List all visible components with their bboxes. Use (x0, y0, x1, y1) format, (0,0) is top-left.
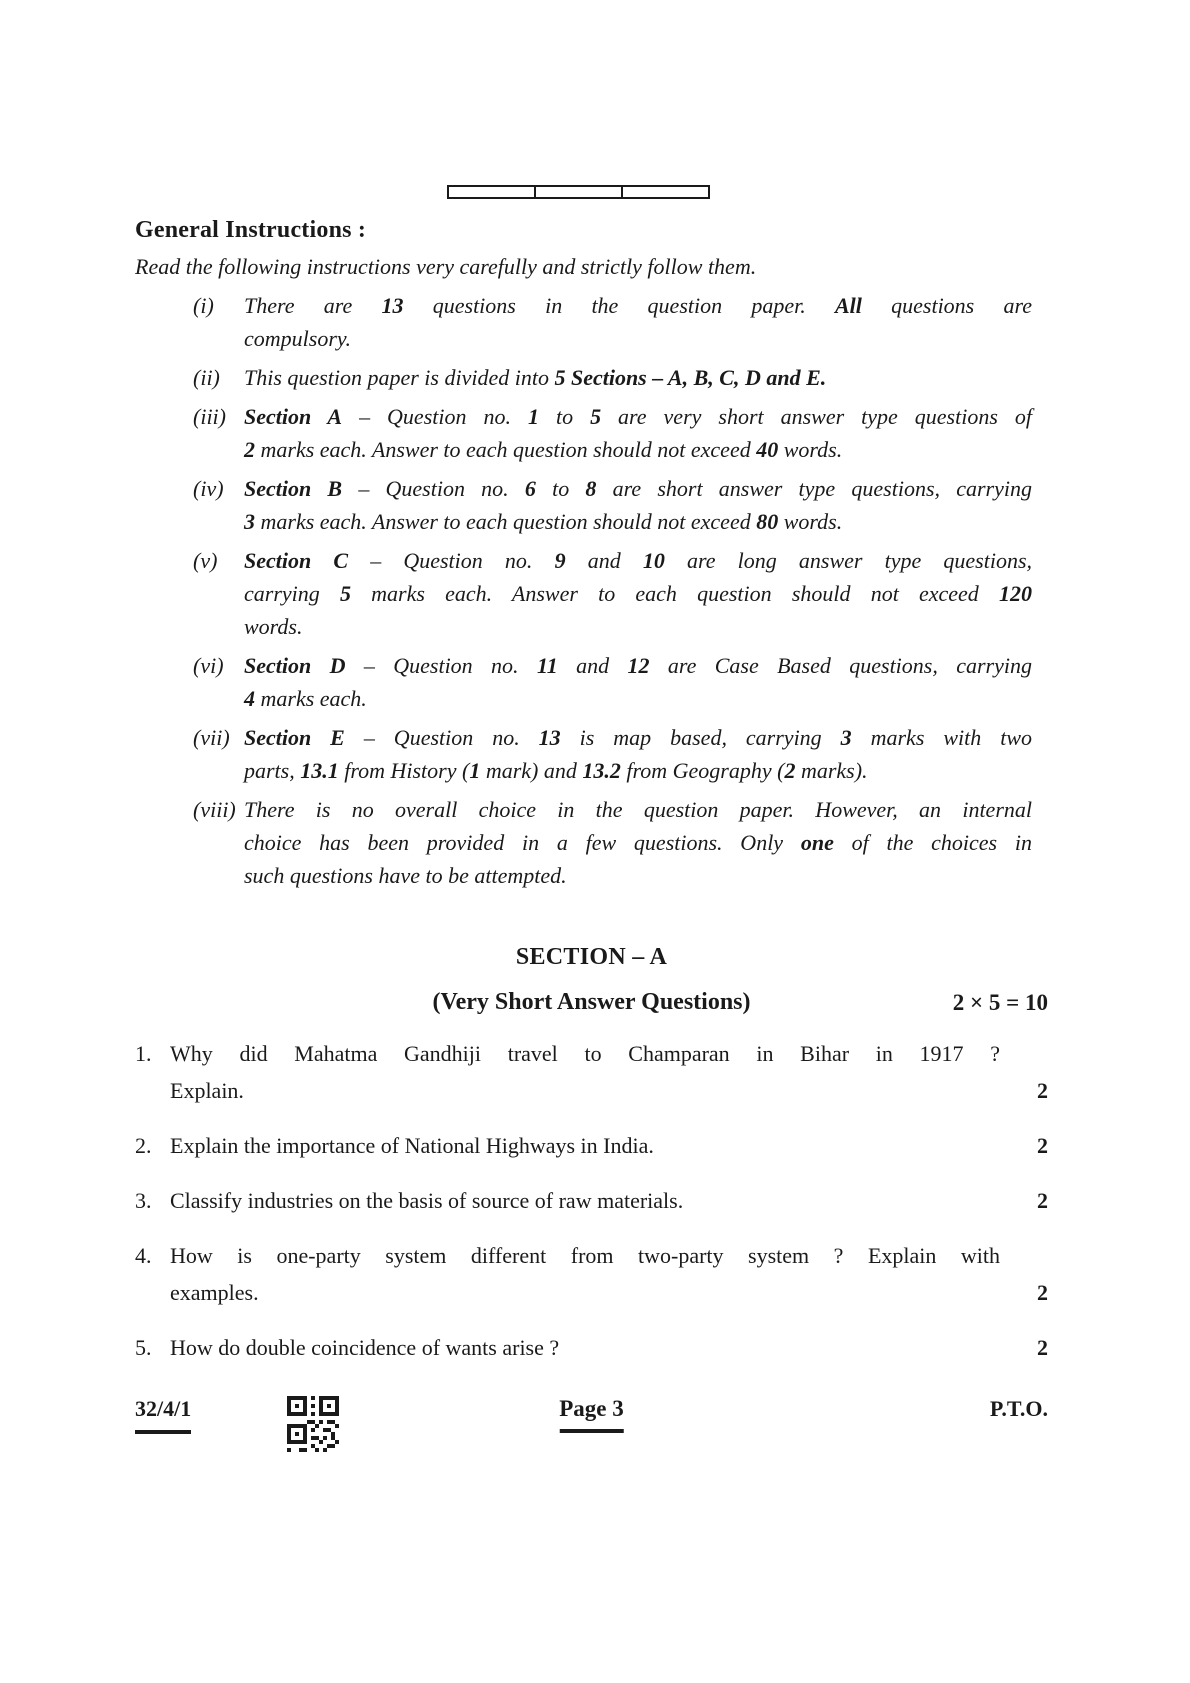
header-strip-cell (449, 187, 534, 197)
instruction-label: (iv) (193, 476, 224, 501)
instruction-text: Section B – Question no. 6 to 8 are short answer type questions, carrying 3 marks each. Answer to each question should not exceed 80 words. (244, 476, 1032, 534)
section-a-subtitle: (Very Short Answer Questions) (432, 989, 751, 1015)
instruction-label: (vii) (193, 725, 230, 750)
instruction-text: Section E – Question no. 13 is map based, carrying 3 marks with two parts, 13.1 from History (1 mark) and 13.2 from Geography (2 marks). (244, 725, 1032, 783)
question-text: How is one-party system different from two-party system ? Explain with examples. (170, 1243, 1000, 1305)
general-instructions-title: General Instructions : (135, 217, 367, 243)
instruction-label: (i) (193, 293, 214, 318)
question-row (135, 1127, 1048, 1164)
paper-code: 32/4/1 (135, 1396, 191, 1434)
instruction-item (193, 721, 1048, 787)
header-strip (447, 185, 710, 199)
section-a (135, 942, 1048, 1366)
question-list (135, 1035, 1048, 1366)
header-strip-cell (534, 187, 621, 197)
instruction-item (193, 649, 1048, 715)
question-number: 4. (135, 1243, 152, 1268)
qr-code-icon (287, 1396, 339, 1452)
general-instructions-intro: Read the following instructions very carefully and strictly follow them. (135, 254, 757, 279)
instruction-label: (ii) (193, 365, 220, 390)
question-row (135, 1329, 1048, 1366)
instruction-text: There are 13 questions in the question paper. All questions are compulsory. (244, 293, 1032, 351)
section-a-title: SECTION – A (515, 944, 668, 970)
instruction-text: There is no overall choice in the question paper. However, an internal choice has been provided in a few questions. Only one of the choices in such questions have to be attempted. (244, 797, 1032, 888)
pto-label: P.T.O. (989, 1396, 1048, 1421)
question-number: 3. (135, 1188, 152, 1213)
question-marks: 2 (1037, 1078, 1048, 1103)
instruction-text: Section D – Question no. 11 and 12 are Case Based questions, carrying 4 marks each. (244, 653, 1032, 711)
section-a-marks-total: 2 × 5 = 10 (952, 990, 1048, 1015)
question-text: Explain the importance of National Highways in India. (170, 1133, 654, 1158)
header-strip-cell (621, 187, 708, 197)
page-footer (135, 1396, 1048, 1476)
question-row (135, 1182, 1048, 1219)
instruction-item (193, 793, 1048, 892)
instruction-item (193, 289, 1048, 355)
question-text: Why did Mahatma Gandhiji travel to Champaran in Bihar in 1917 ? Explain. (170, 1041, 1000, 1103)
question-row (135, 1035, 1048, 1109)
question-marks: 2 (1037, 1280, 1048, 1305)
instruction-item (193, 400, 1048, 466)
general-instructions-list (193, 289, 1048, 892)
instruction-item (193, 472, 1048, 538)
instruction-item (193, 361, 1048, 394)
question-number: 2. (135, 1133, 152, 1158)
instruction-item (193, 544, 1048, 643)
instruction-label: (vi) (193, 653, 224, 678)
question-number: 1. (135, 1041, 152, 1066)
question-row (135, 1237, 1048, 1311)
question-marks: 2 (1037, 1188, 1048, 1213)
instruction-label: (viii) (193, 797, 236, 822)
instruction-label: (v) (193, 548, 218, 573)
question-text: Classify industries on the basis of source of raw materials. (170, 1188, 684, 1213)
question-number: 5. (135, 1335, 152, 1360)
instruction-text: This question paper is divided into 5 Sections – A, B, C, D and E. (244, 365, 827, 390)
question-marks: 2 (1037, 1133, 1048, 1158)
section-a-subtitle-row (135, 987, 1048, 1017)
question-text: How do double coincidence of wants arise ? (170, 1335, 560, 1360)
page-number: Page 3 (559, 1396, 624, 1433)
question-marks: 2 (1037, 1335, 1048, 1360)
instruction-text: Section C – Question no. 9 and 10 are long answer type questions, carrying 5 marks each. Answer to each question should not exceed 120 words. (244, 548, 1033, 639)
instruction-text: Section A – Question no. 1 to 5 are very short answer type questions of 2 marks each. Answer to each question should not exceed 40 words. (244, 404, 1032, 462)
instruction-label: (iii) (193, 404, 226, 429)
